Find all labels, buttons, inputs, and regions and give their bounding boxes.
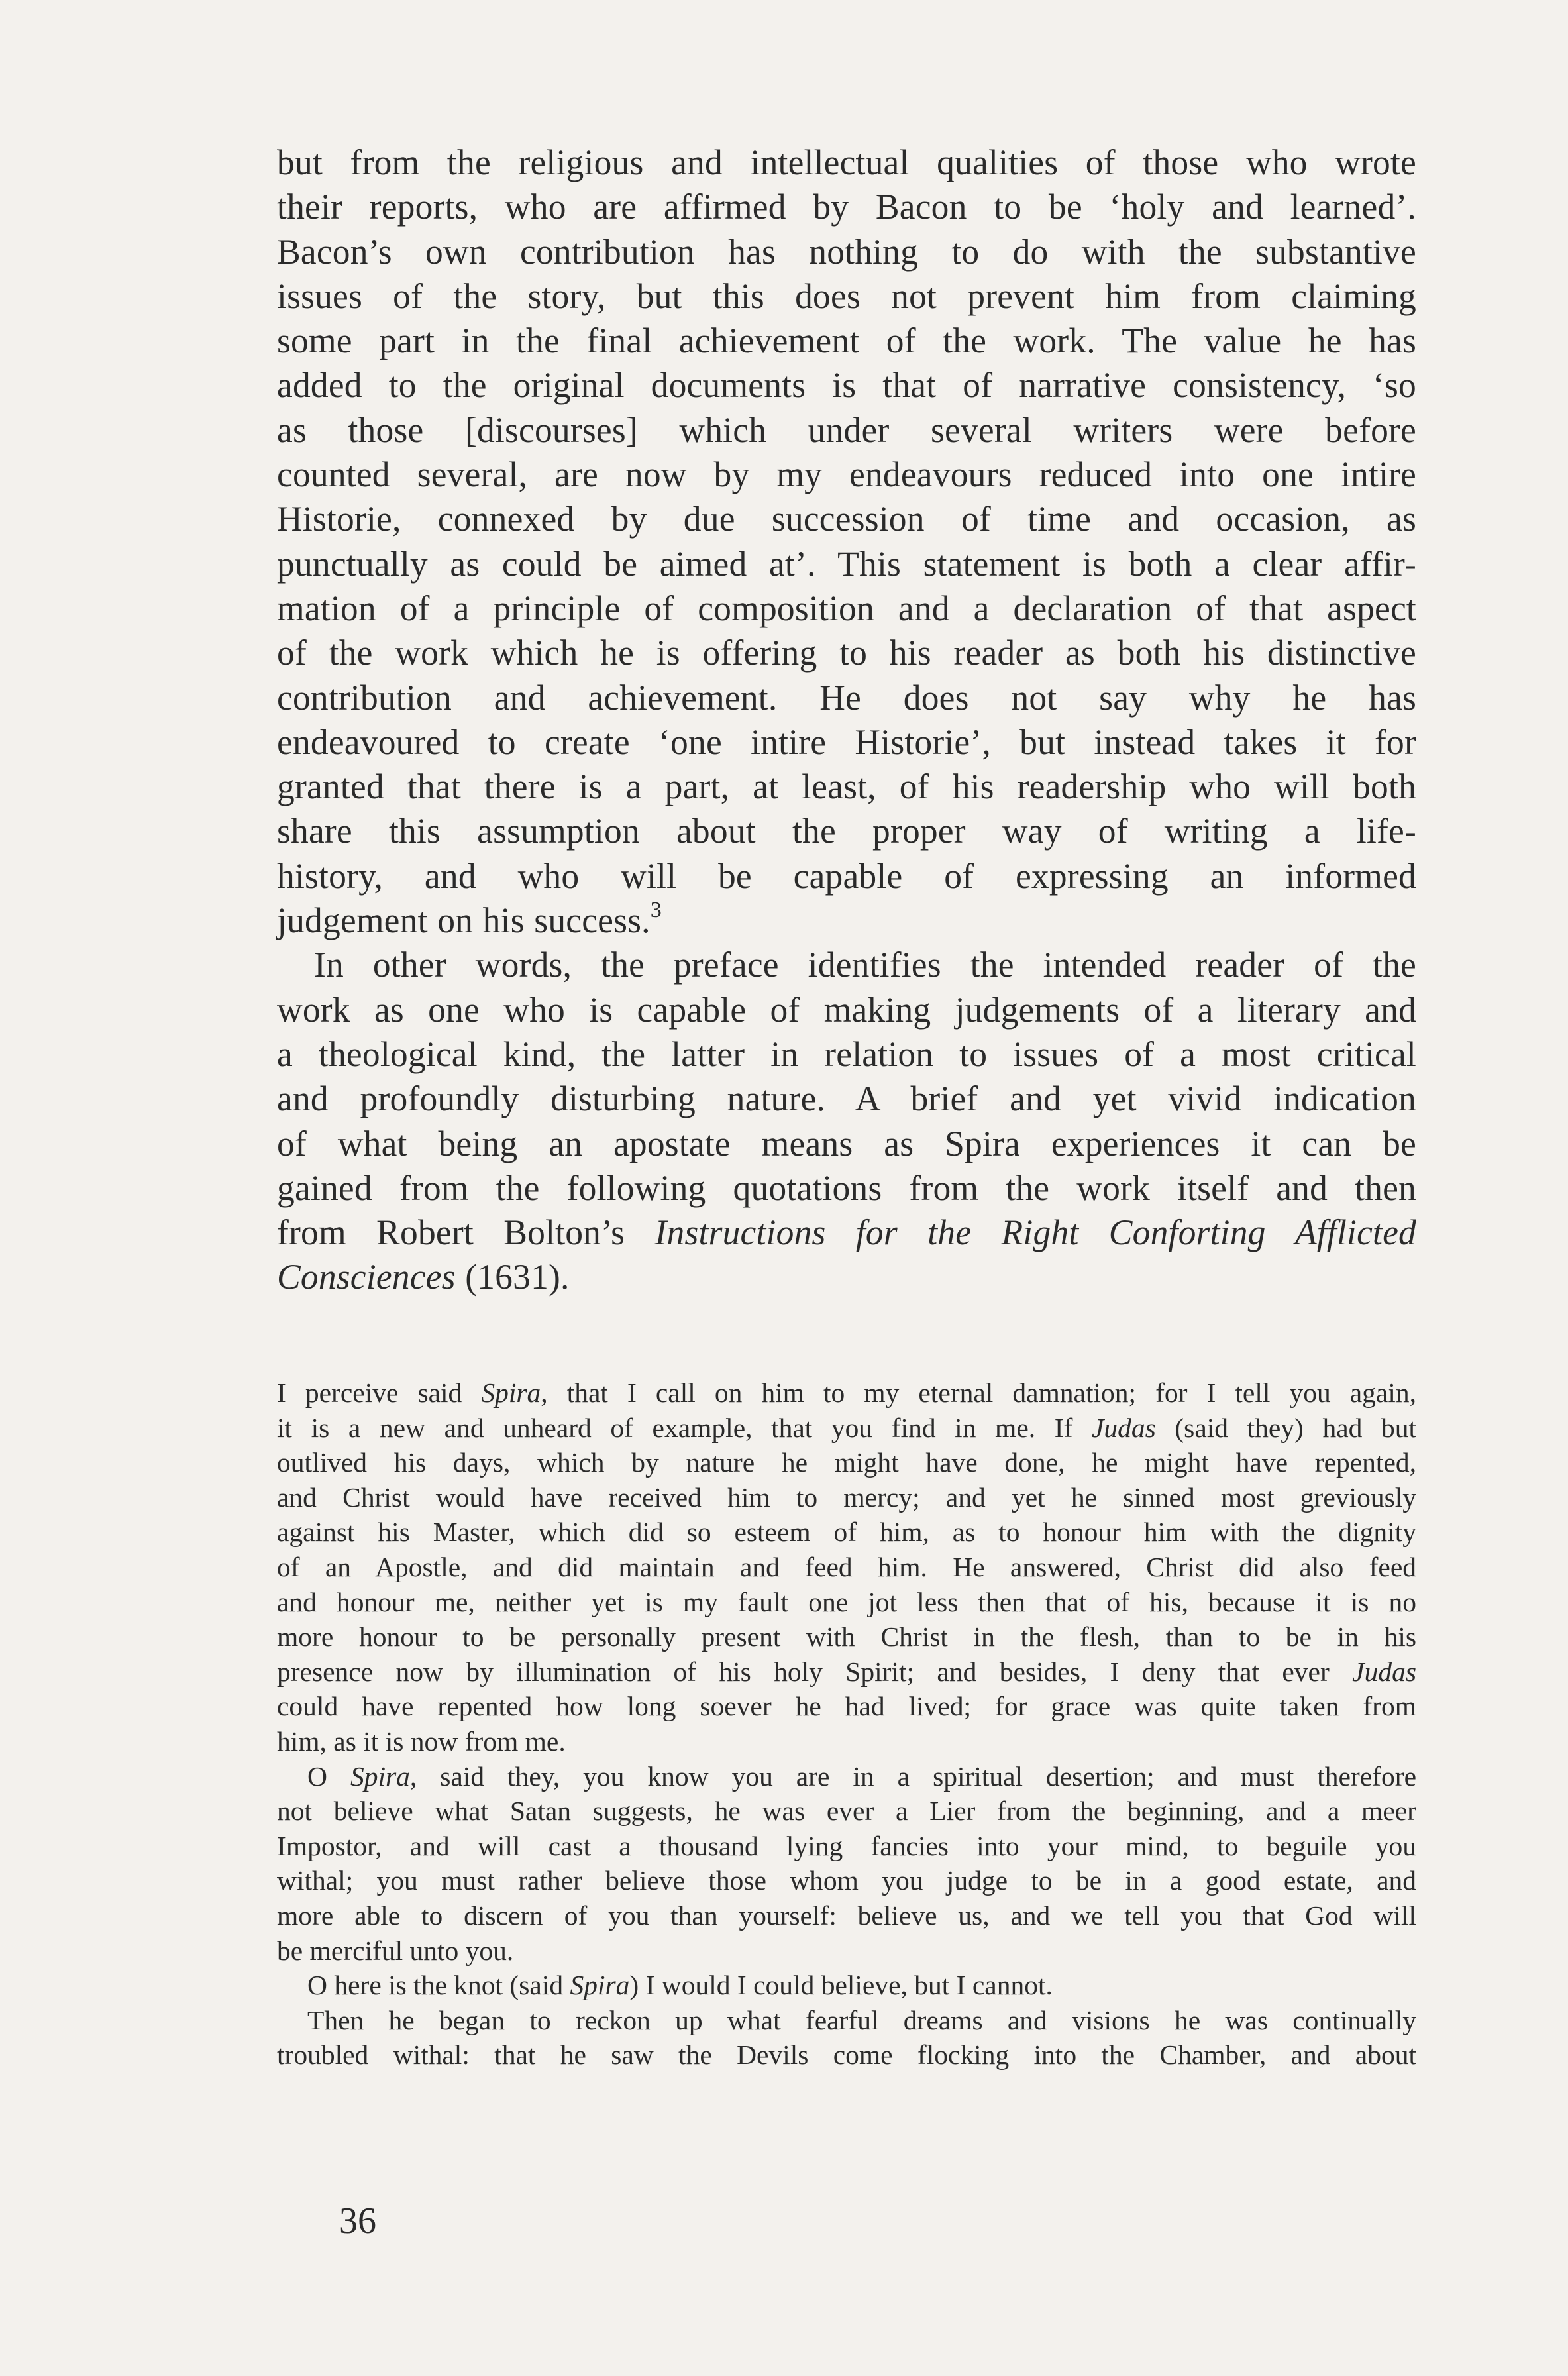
quote-line [277,1654,1416,1690]
quote-line: more honour to be personally present with Christ in the flesh, than to be in his [277,1621,1416,1652]
quote-line: Then he began to reckon up what fearful dreams and visions he was continually [307,2004,1416,2035]
body-text [277,140,1416,1300]
text-span: , said they, you know you are in a spiritual desertion; and must therefore [409,1760,1416,1792]
text-line: endeavoured to create ‘one intire Historie’, but instead takes it for [277,722,1416,762]
quote-paragraph-2 [277,1759,1416,1969]
text-line [277,898,1416,943]
text-line: some part in the final achievement of the work. The value he has [277,321,1416,361]
text-span: ) I would I could believe, but I cannot. [629,1970,1053,2001]
quote-paragraph-1 [277,1376,1416,1759]
text-span: (1631). [455,1257,570,1297]
footnote-marker: 3 [650,898,662,923]
text-line: contribution and achievement. He does not say why he has [277,677,1416,718]
text-line: Bacon’s own contribution has nothing to do with the substantive [277,231,1416,272]
quote-line: withal; you must rather believe those whom you judge to be in a good estate, and [277,1865,1416,1896]
block-quotation [277,1376,1416,2073]
name-italic: Judas [1091,1412,1156,1443]
text-span: I perceive said [277,1377,482,1408]
text-line: share this assumption about the proper way of writing a life- [277,811,1416,851]
text-span: judgement on his success. [277,900,651,941]
quote-line [277,1411,1416,1446]
text-line: their reports, who are affirmed by Bacon to be ‘holy and learned’. [277,187,1416,227]
text-line: mation of a principle of composition and a declaration of that aspect [277,588,1416,628]
text-line: work as one who is capable of making judgements of a literary and [277,989,1416,1030]
paragraph-1 [277,140,1416,943]
text-span: O [307,1760,350,1792]
quote-paragraph-4 [277,2003,1416,2073]
text-line: issues of the story, but this does not prevent him from claiming [277,276,1416,316]
quote-line: not believe what Satan suggests, he was ever a Lier from the beginning, and a meer [277,1796,1416,1827]
quote-line [277,1759,1416,1794]
text-line: but from the religious and intellectual qualities of those who wrote [277,142,1416,182]
text-line: Historie, connexed by due succession of time and occasion, as [277,499,1416,539]
quote-line: be merciful unto you. [277,1935,514,1966]
quote-line: outlived his days, which by nature he might have done, he might have repented, [277,1447,1416,1478]
paragraph-2 [277,943,1416,1299]
name-italic: Spira [570,1970,630,2001]
text-line: granted that there is a part, at least, of his readership who will both [277,767,1416,807]
page-number: 36 [339,2200,376,2241]
text-line: a theological kind, the latter in relation to issues of a most critical [277,1034,1416,1074]
text-line: history, and who will be capable of expressing an informed [277,855,1416,896]
text-span: presence now by illumination of his holy Spirit; and besides, I deny that ever [277,1656,1353,1687]
text-line: as those [discourses] which under several writers were before [277,409,1416,450]
text-span: (said they) had but [1155,1412,1417,1443]
quote-line: more able to discern of you than yourself: believe us, and we tell you that God will [277,1900,1416,1931]
quote-line: Impostor, and will cast a thousand lying fancies into your mind, to beguile you [277,1830,1416,1861]
text-line: and profoundly disturbing nature. A brief and yet vivid indication [277,1079,1416,1119]
text-line: gained from the following quotations from the work itself and then [277,1167,1416,1208]
quote-line: of an Apostle, and did maintain and feed him. He answered, Christ did also feed [277,1551,1416,1582]
text-line: of what being an apostate means as Spira experiences it can be [277,1123,1416,1163]
text-line: of the work which he is offering to his reader as both his distinctive [277,633,1416,673]
text-span: it is a new and unheard of example, that you find in me. If [277,1412,1092,1443]
name-italic: Spira [350,1760,410,1792]
quote-line: him, as it is now from me. [277,1725,566,1756]
text-span: from Robert Bolton’s [277,1213,655,1253]
quote-line [277,1376,1416,1411]
text-line: counted several, are now by my endeavours reduced into one intire [277,455,1416,495]
quote-line: against his Master, which did so esteem of him, as to honour him with the dignity [277,1517,1416,1548]
book-title-italic: Consciences [277,1257,456,1297]
text-line: In other words, the preface identifies the intended reader of the [314,945,1416,985]
quote-line: and honour me, neither yet is my fault one jot less then that of his, because it is no [277,1586,1416,1617]
text-span: , that I call on him to my eternal damnation; for I tell you again, [541,1377,1416,1408]
text-line: added to the original documents is that of narrative consistency, ‘so [277,365,1416,405]
text-line: punctually as could be aimed at’. This statement is both a clear affir- [277,543,1416,584]
quote-line: troubled withal: that he saw the Devils come flocking into the Chamber, and about [277,2039,1416,2071]
text-span: O here is the knot (said [307,1970,570,2001]
text-line [277,1255,1416,1299]
quote-line [277,1968,1416,2003]
book-title-italic: Instructions for the Right Conforting Afflicted [654,1213,1416,1253]
name-italic: Judas [1352,1656,1416,1687]
quote-paragraph-3 [277,1968,1416,2003]
quote-line: and Christ would have received him to mercy; and yet he sinned most greviously [277,1482,1416,1513]
name-italic: Spira [481,1377,541,1408]
quote-line: could have repented how long soever he had lived; for grace was quite taken from [277,1691,1416,1722]
text-line [277,1211,1416,1255]
